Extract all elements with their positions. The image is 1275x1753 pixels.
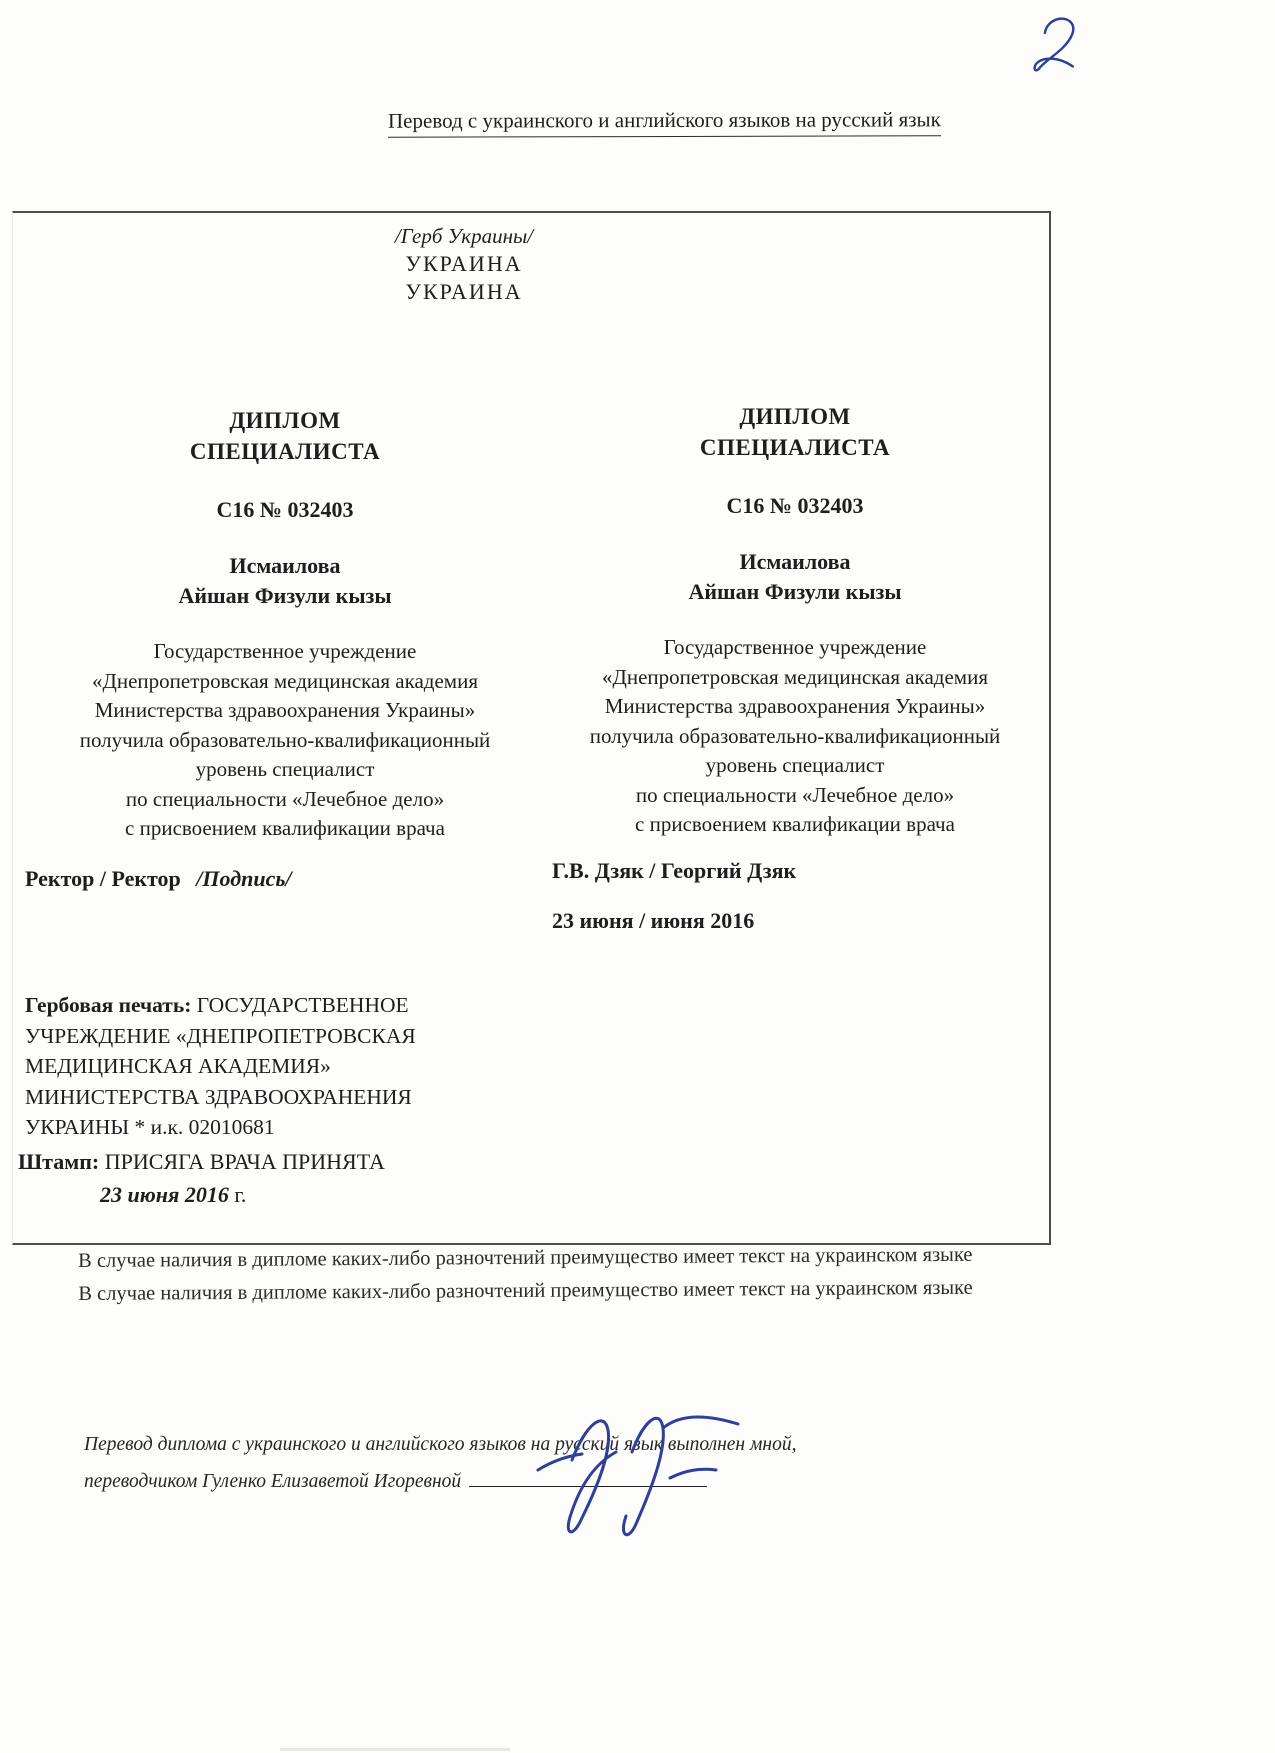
- seal-text-line5: УКРАИНЫ * и.к. 02010681: [25, 1115, 275, 1139]
- emblem-note: /Герб Украины/: [394, 224, 534, 248]
- translation-header: Перевод с украинского и английского языков на русский язык: [388, 107, 941, 137]
- seal-description: [25, 990, 485, 1143]
- handwritten-page-number-icon: [1030, 10, 1086, 80]
- seal-text-line1: ГОСУДАРСТВЕННОЕ: [196, 993, 409, 1017]
- diploma-body-text: Государственное учреждение «Днепропетровская медицинская академия Министерства здравоохранения Украины» получила образовательно-квалификационный уровень специалист по специальности «Лечебное дело» с присвоением квалификации врача: [79, 639, 491, 840]
- seal-text-line3: МЕДИЦИНСКАЯ АКАДЕМИЯ»: [25, 1054, 331, 1078]
- stamp-text: ПРИСЯГА ВРАЧА ПРИНЯТА: [104, 1149, 385, 1174]
- diploma-column-left: [40, 405, 530, 844]
- seal-label: Гербовая печать:: [25, 993, 192, 1017]
- rector-label: Ректор / Ректор: [25, 866, 181, 891]
- diploma-number: С16 № 032403: [216, 497, 354, 522]
- holder-name: Исмаилова Айшан Физули кызы: [178, 553, 392, 608]
- stamp-label: Штамп:: [18, 1149, 100, 1174]
- diploma-column-right: [545, 401, 1045, 840]
- diploma-body-text: Государственное учреждение «Днепропетровская медицинская академия Министерства здравоохранения Украины» получила образовательно-квалификационный уровень специалист по специальности «Лечебное дело» с присвоением квалификации врача: [589, 635, 1001, 836]
- stamp-date-line: [100, 1182, 246, 1208]
- translator-statement-line2: переводчиком Гуленко Елизаветой Игоревной: [84, 1463, 984, 1500]
- issue-date: 23 июня / июня 2016: [552, 908, 755, 933]
- stamp-date-suffix: г.: [228, 1182, 247, 1207]
- diploma-title: ДИПЛОМ СПЕЦИАЛИСТА: [699, 404, 891, 460]
- translator-statement-line1: Перевод диплома с украинского и английского языков на русский язык выполнен мной,: [84, 1434, 797, 1455]
- discrepancy-note-2: В случае наличия в дипломе каких-либо разночтений преимущество имеет текст на украинском языке: [78, 1276, 973, 1305]
- stamp-description: [18, 1149, 385, 1175]
- seal-text-line2: УЧРЕЖДЕНИЕ «ДНЕПРОПЕТРОВСКАЯ: [25, 1023, 416, 1048]
- country-name-line2: УКРАИНА: [405, 279, 523, 304]
- diploma-title: ДИПЛОМ СПЕЦИАЛИСТА: [189, 408, 381, 464]
- diploma-number: С16 № 032403: [726, 493, 864, 518]
- country-name-line1: УКРАИНА: [405, 251, 523, 276]
- stamp-date: 23 июня 2016: [100, 1182, 229, 1207]
- seal-text-line4: МИНИСТЕРСТВА ЗДРАВООХРАНЕНИЯ: [25, 1084, 412, 1109]
- discrepancy-notices: [78, 1237, 1238, 1311]
- translator-signature-ink-icon: [520, 1382, 770, 1557]
- discrepancy-note-1: В случае наличия в дипломе каких-либо разночтений преимущество имеет текст на украинском языке: [78, 1243, 973, 1272]
- scan-artifact: [280, 1748, 510, 1751]
- rector-name: Г.В. Дзяк / Георгий Дзяк: [552, 858, 797, 883]
- emblem-block: [14, 222, 914, 306]
- rector-signature-line: [25, 866, 292, 892]
- holder-name: Исмаилова Айшан Физули кызы: [688, 549, 902, 604]
- signature-note: /Подпись/: [196, 866, 292, 891]
